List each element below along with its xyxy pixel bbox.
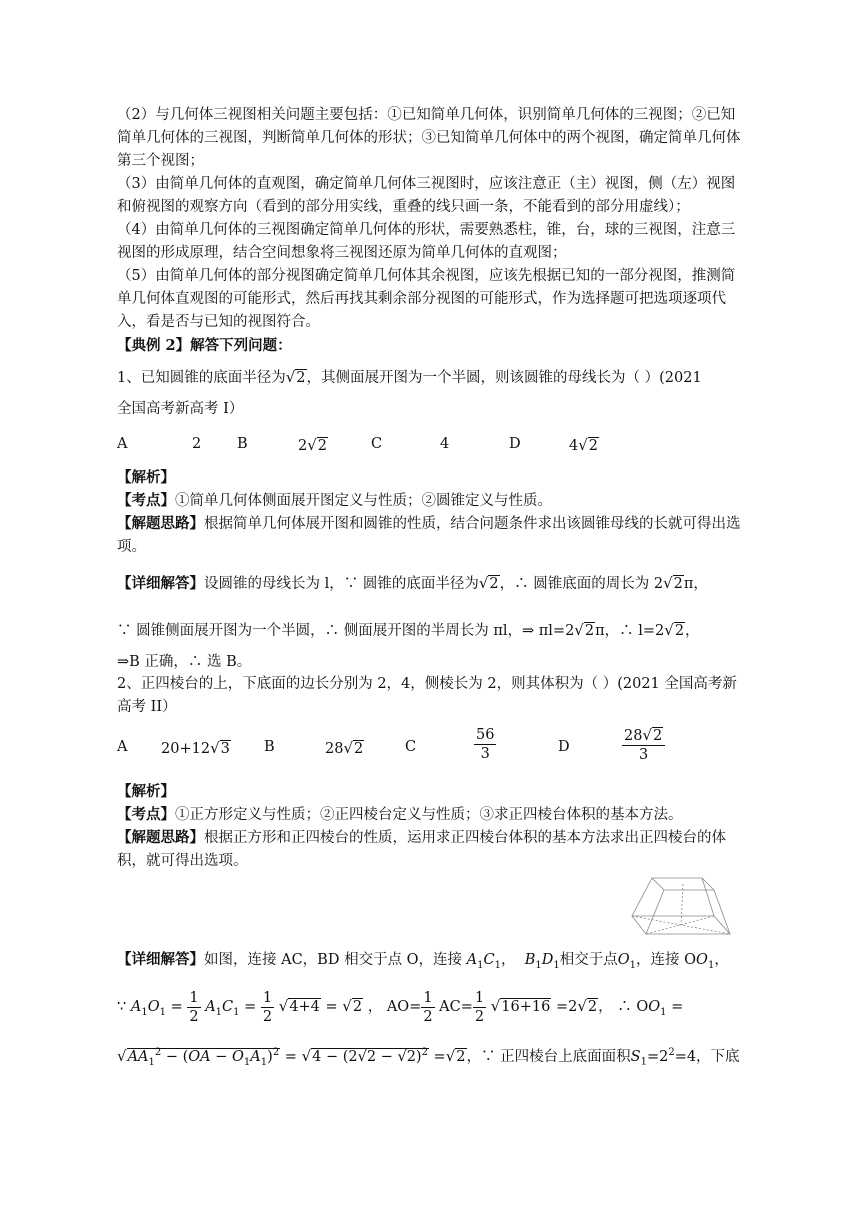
example-heading: 【典例 2】解答下列问题： <box>117 337 292 354</box>
q1-option-d-label: D <box>509 436 521 452</box>
q2-kaodian: 【考点】①正方形定义与性质；②正四棱台定义与性质；③求正四棱台体积的基本方法。 <box>117 806 683 823</box>
q2-detail-line1: 【详细解答】如图，连接 AC，BD 相交于点 O，连接 $A_1C_1$， $B_1D_1$相交于点$O_1$，连接 $OO_1$， <box>117 951 729 971</box>
q2-jiexi: 【解析】 <box>117 783 175 800</box>
q2-option-a-label: A <box>117 739 128 755</box>
q1-option-c-label: C <box>371 436 383 452</box>
q2-detail-line3: $√AA_1^2 - (OA - O_1A_1)^2 = √4 - (2√2 - √2)^2 =√2$，∵ 正四棱台上底面面积$S_1=2^2=4$，下底 <box>117 1046 740 1068</box>
q1-jiexi: 【解析】 <box>117 469 175 486</box>
q1-detail-line1: 【详细解答】设圆锥的母线长为 l，∵ 圆锥的底面半径为√2，∴ 圆锥底面的周长为 2√2π， <box>117 574 708 592</box>
q2-stem: 2、正四棱台的上，下底面的边长分别为 2，4，侧棱长为 2，则其体积为（ ）(2021 全国高考新高考 II） <box>117 676 737 715</box>
q1-option-b-label: B <box>237 436 248 452</box>
q2-option-c-value: $\frac{56}{3}$ <box>476 727 495 762</box>
q2-option-b-label: B <box>264 739 275 755</box>
frustum-figure <box>624 868 734 942</box>
q2-option-a-value: 20+12√3 <box>161 739 230 757</box>
q2-option-c-label: C <box>405 739 417 755</box>
paragraph-5: （5）由简单几何体的部分视图确定简单几何体其余视图，应该先根据已知的一部分视图，推测简单几何体直观图的可能形式，然后再找其剩余部分视图的可能形式，作为选择题可把选项逐项代入，看是否与已知的视图符合。 <box>117 268 736 330</box>
q1-kaodian: 【考点】①简单几何体侧面展开图定义与性质；②圆锥定义与性质。 <box>117 492 552 509</box>
q2-option-d-value: $\frac{28√2}{3}$ <box>622 726 665 764</box>
q2-silu: 【解题思路】根据正方形和正四棱台的性质，运用求正四棱台体积的基本方法求出正四棱台的体积，就可得出选项。 <box>117 829 726 869</box>
q2-option-b-value: 28√2 <box>325 739 364 757</box>
q1-option-c-value: 4 <box>440 436 450 452</box>
q1-silu: 【解题思路】根据简单几何体展开图和圆锥的性质，结合问题条件求出该圆锥母线的长就可得出选项。 <box>117 515 741 555</box>
sqrt-2: √2 <box>285 368 306 386</box>
q1-option-d-value: 4√2 <box>569 436 599 454</box>
q1-detail-line2: ∵ 圆锥侧面展开图为一个半圆，∴ 侧面展开图的半周长为 πl，⇒ πl=2√2π，∴ l=2√2， <box>117 621 700 639</box>
q1-stem-source: 全国高考新高考 I） <box>117 401 244 417</box>
q1-option-b-value: 2√2 <box>298 436 328 454</box>
q1-stem: 1、已知圆锥的底面半径为√2，其侧面展开图为一个半圆，则该圆锥的母线长为（ ）(2021 <box>117 366 742 390</box>
q1-option-a-value: 2 <box>192 436 202 452</box>
q2-option-d-label: D <box>558 739 570 755</box>
q1-option-a-label: A <box>117 436 128 452</box>
q1-detail-line3: ⇒B 正确，∴ 选 B。 <box>117 654 252 670</box>
q2-detail-line2: ∵ $A_1O_1$ = $\frac{1}{2}$ $A_1C_1$ = $\frac{1}{2}$ √4+4 = √2 ， AO= $\frac{1}{2}$ AC= $\frac{1}{2}$ √16+16 =2√2， ∴ $OO_1$ = <box>117 989 684 1025</box>
paragraph-3: （3）由简单几何体的直观图，确定简单几何体三视图时，应该注意正（主）视图，侧（左）视图和俯视图的观察方向（看到的部分用实线，重叠的线只画一条，不能看到的部分用虚线）； <box>117 176 736 215</box>
paragraph-2: （2）与几何体三视图相关问题主要包括：①已知简单几何体，识别简单几何体的三视图；②已知简单几何体的三视图，判断简单几何体的形状；③已知简单几何体中的两个视图，确定简单几何体第三个视图； <box>117 107 741 169</box>
paragraph-4: （4）由简单几何体的三视图确定简单几何体的形状，需要熟悉柱，锥，台，球的三视图，注意三视图的形成原理，结合空间想象将三视图还原为简单几何体的直观图； <box>117 222 736 261</box>
